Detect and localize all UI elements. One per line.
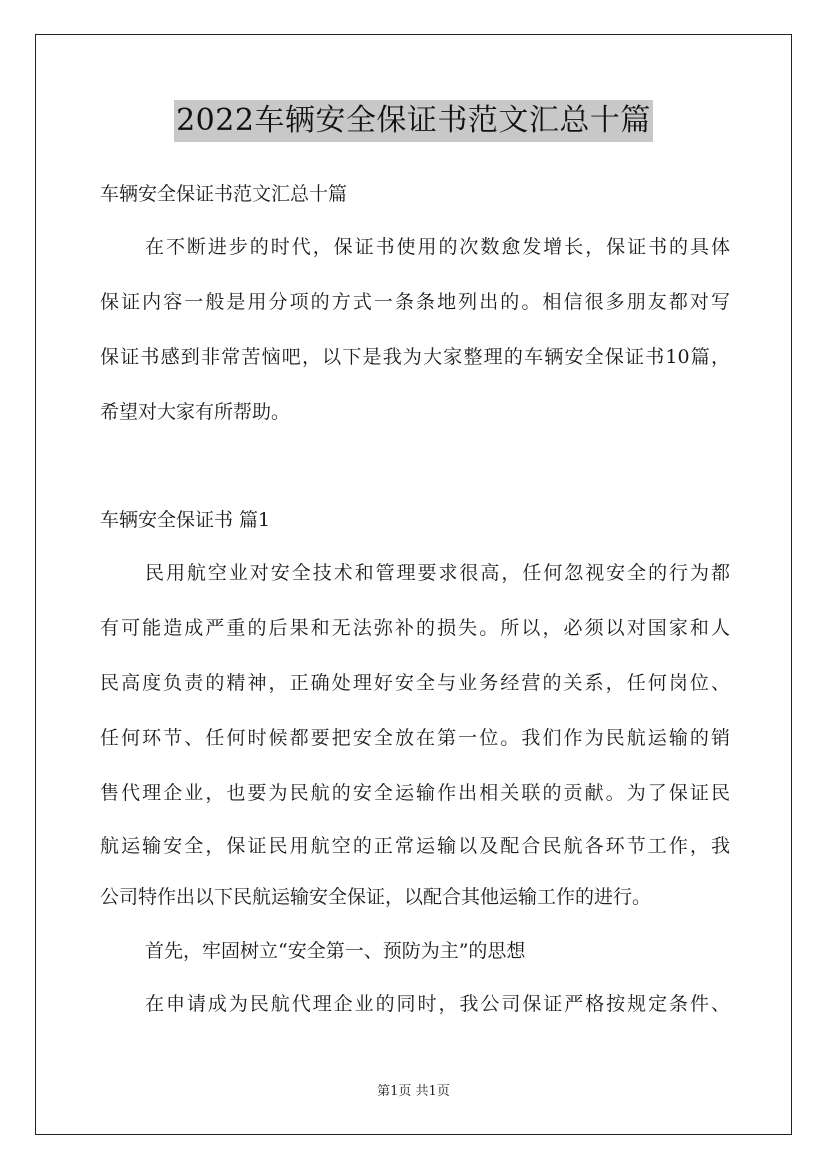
section-line-1: 民用航空业对安全技术和管理要求很高，任何忽视安全的行为都 xyxy=(145,562,730,584)
section-line-7: 公司特作出以下民航运输安全保证，以配合其他运输工作的进行。 xyxy=(100,886,652,908)
section-line-4: 任何环节、任何时候都要把安全放在第一位。我们作为民航运输的销 xyxy=(100,727,730,749)
intro-line-3: 保证书感到非常苦恼吧，以下是我为大家整理的车辆安全保证书10篇， xyxy=(100,346,730,368)
section-line-5: 售代理企业，也要为民航的安全运输作出相关联的贡献。为了保证民 xyxy=(100,782,730,804)
intro-line-4: 希望对大家有所帮助。 xyxy=(100,401,291,423)
title-wrap xyxy=(0,100,827,142)
page-footer: 第1页 共1页 xyxy=(377,1084,450,1099)
point-one: 首先，牢固树立“安全第一、预防为主”的思想 xyxy=(145,940,526,962)
last-line: 在申请成为民航代理企业的同时，我公司保证严格按规定条件、 xyxy=(145,993,730,1015)
document-title: 2022车辆安全保证书范文汇总十篇 xyxy=(174,100,653,142)
intro-line-2: 保证内容一般是用分项的方式一条条地列出的。相信很多朋友都对写 xyxy=(100,291,730,313)
section-line-6: 航运输安全，保证民用航空的正常运输以及配合民航各环节工作，我 xyxy=(100,835,730,857)
subtitle: 车辆安全保证书范文汇总十篇 xyxy=(100,183,348,205)
intro-line-1: 在不断进步的时代，保证书使用的次数愈发增长，保证书的具体 xyxy=(145,236,730,258)
section-line-2: 有可能造成严重的后果和无法弥补的损失。所以，必须以对国家和人 xyxy=(100,617,730,639)
section-heading: 车辆安全保证书 篇1 xyxy=(100,509,271,531)
section-line-3: 民高度负责的精神，正确处理好安全与业务经营的关系，任何岗位、 xyxy=(100,672,730,694)
